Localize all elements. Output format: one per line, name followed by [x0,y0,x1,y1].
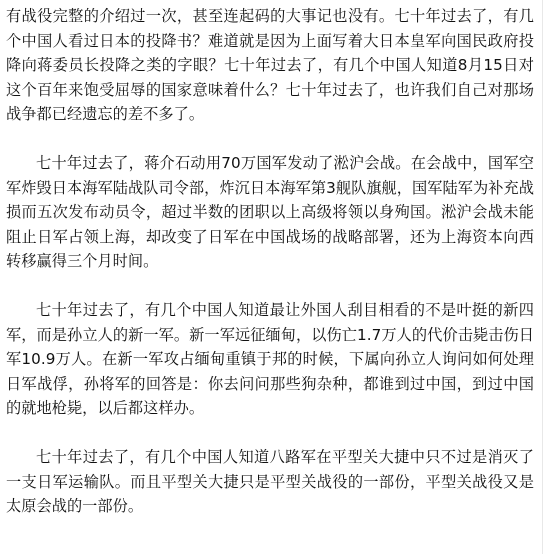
paragraph-pingxingguan: 七十年过去了，有几个中国人知道八路军在平型关大捷中只不过是消灭了一支日军运输队。而且平型关大捷只是平型关战役的一部份，平型关战役又是太原会战的一部份。 [6,447,534,516]
paragraph-continuation: 有战役完整的介绍过一次，甚至连起码的大事记也没有。七十年过去了，有几个中国人看过日本的投降书？难道就是因为上面写着大日本皇军向国民政府投降向蒋委员长投降之类的字眼？七十年过去了，有几个中国人知道8月15日对这个百年来饱受屈辱的国家意味着什么？七十年过去了，也许我们自己对那场战争都已经遗忘的差不多了。 [6,7,534,124]
paragraph-songhu-battle: 七十年过去了，蒋介石动用70万国军发动了淞沪会战。在会战中，国军空军炸毁日本海军陆战队司令部，炸沉日本海军第3舰队旗舰，国军陆军为补充战损而五次发布动员令，超过半数的团职以上高级将领以身殉国。淞沪会战未能阻止日军占领上海，却改变了日军在中国战场的战略部署，还为上海资本向西转移赢得三个月时间。 [6,153,534,271]
article-body [6,4,534,543]
paragraph-new-first-army: 七十年过去了，有几个中国人知道最让外国人刮目相看的不是叶挺的新四军，而是孙立人的新一军。新一军远征缅甸，以伤亡1.7万人的代价击毙击伤日军10.9万人。在新一军攻占缅甸重镇于邦的时候，下属向孙立人询问如何处理日军战俘，孙将军的回答是：你去问问那些狗杂种，都谁到过中国，到过中国的就地枪毙，以后都这样办。 [6,300,534,418]
